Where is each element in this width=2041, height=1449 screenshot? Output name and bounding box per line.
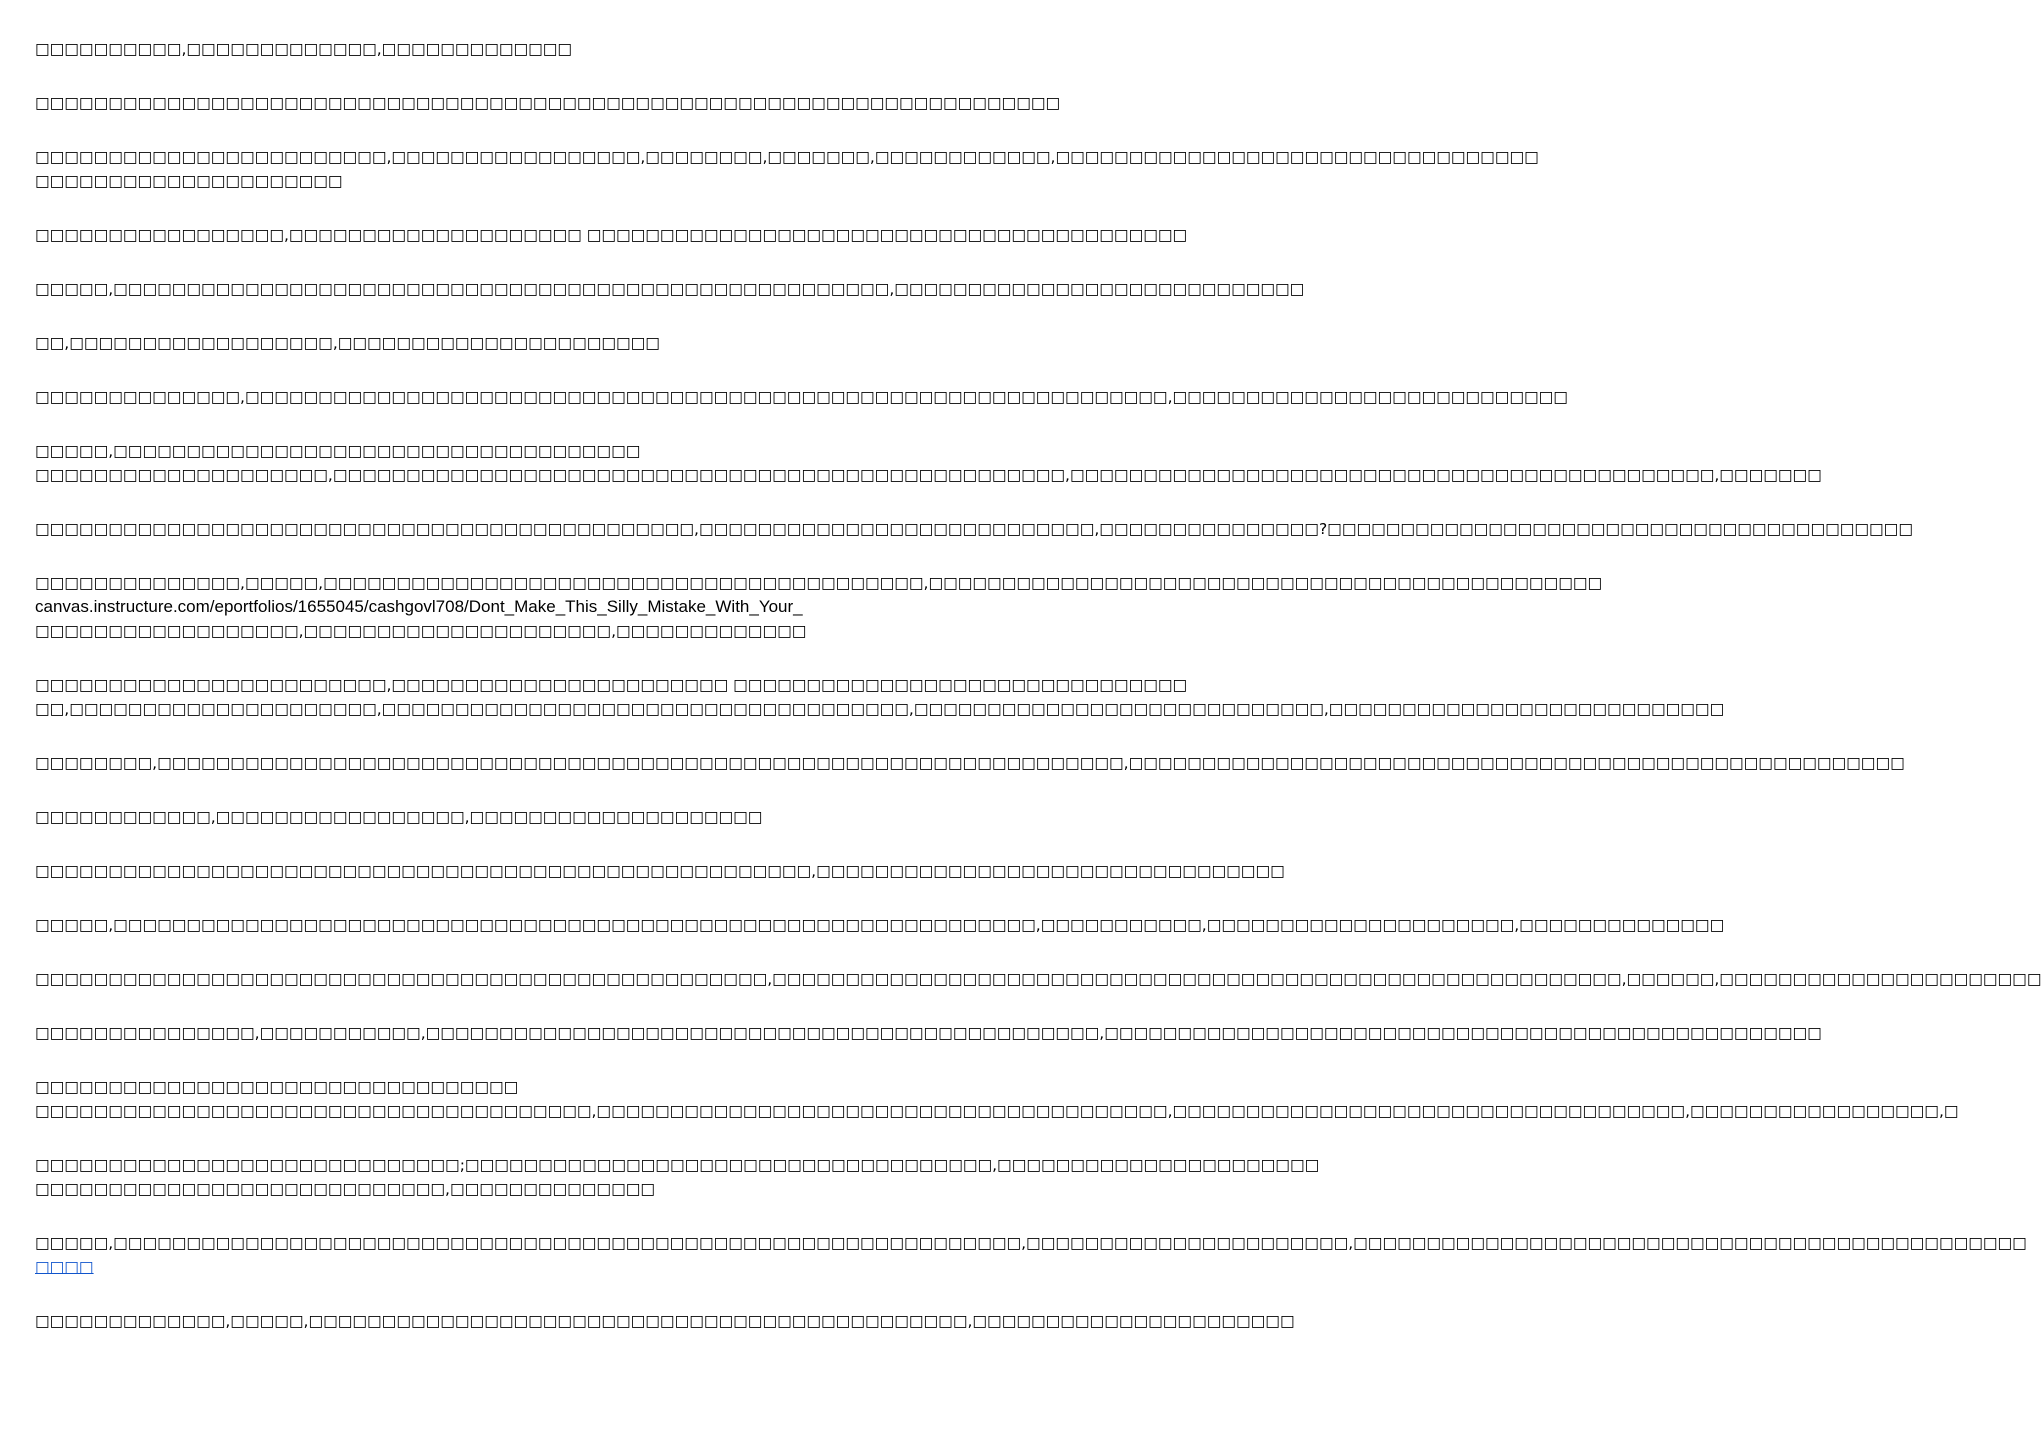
paragraph [35, 37, 990, 61]
document-page [35, 37, 2041, 1363]
paragraph [35, 967, 2041, 991]
paragraph [35, 223, 1188, 247]
text-line: □□□□□□□□□□□□□□□□□□□□□□□□,□□□□□□□□□□□□□□□□□□□□□□□ □□□□□□□□□□□□□□□□□□□□□□□□□□□□□□□ [35, 676, 1188, 694]
text-line: □□□□□□□□□□□□□□□□□,□□□□□□□□□□□□□□□□□□□□ □□□□□□□□□□□□□□□□□□□□□□□□□□□□□□□□□□□□□□□□□ [35, 226, 1188, 244]
text-line: □□□□□□□□□□□□□□□□□□□□□□□□□□□□□□□□□□□□□□□□□□□□□,□□□□□□□□□□□□□□□□□□□□□□□□□□□,□□□□□□□□□□□□□□□?□□□□□□□□□□□□□□□□□□□□□□□□□□□□□□□□□□□□□□□□ [35, 520, 1913, 538]
text-line: □□□□□□□□,□□□□□□□□□□□□□□□□□□□□□□□□□□□□□□□□□□□□□□□□□□□□□□□□□□□□□□□□□□□□□□□□□□,□□□□□□□□□□□□□□□□□□□□□□□□□□□□□□□□□□□□□□□□□□□□□□□□□□□□□ [35, 754, 1905, 772]
paragraph [35, 439, 1822, 487]
text-line: □□□□□□□□□□□□□□□□□□,□□□□□□□□□□□□□□□□□□□□□,□□□□□□□□□□□□□ [35, 622, 807, 640]
text-line: □□□□□□□□□□□□□,□□□□□,□□□□□□□□□□□□□□□□□□□□□□□□□□□□□□□□□□□□□□□□□□□□□,□□□□□□□□□□□□□□□□□□□□□□ [35, 1312, 1295, 1330]
text-line: □□□□□,□□□□□□□□□□□□□□□□□□□□□□□□□□□□□□□□□□□□□□□□□□□□□□□□□□□□□□□□□□□□□□,□□□□□□□□□□□□□□□□□□□□□□,□□□□□□□□□□□□□□□□□□□□□□□□□□□□□□□□□□□□□□□□□□□□□□ [35, 1234, 2027, 1252]
text-line: □□□□□,□□□□□□□□□□□□□□□□□□□□□□□□□□□□□□□□□□□□□□□□□□□□□□□□□□□□□□□□□□□□□□□,□□□□□□□□□□□,□□□□□□□□□□□□□□□□□□□□□,□□□□□□□□□□□□□□ [35, 916, 1725, 934]
paragraph [35, 673, 1725, 721]
text-line: □□□□□□□□□□□□□□,□□□□□□□□□□□□□□□□□□□□□□□□□□□□□□□□□□□□□□□□□□□□□□□□□□□□□□□□□□□□□□□,□□□□□□□□□□□□□□□□□□□□□□□□□□□ [35, 388, 1568, 406]
text-line: □□□□□□□□□□□□□□□□□□□□□□□□□□□□,□□□□□□□□□□□□□□ [35, 1180, 656, 1198]
paragraph [35, 751, 1905, 775]
paragraph [35, 859, 1285, 883]
paragraph [35, 1153, 1320, 1201]
paragraph [35, 805, 990, 829]
text-line: □□□□□,□□□□□□□□□□□□□□□□□□□□□□□□□□□□□□□□□□□□□□□□□□□□□□□□□□□□□,□□□□□□□□□□□□□□□□□□□□□□□□□□□□ [35, 280, 1305, 298]
text-line: □□□□□□□□□□□□□□□□□□□□□□□□□□□□□□□□□□□□□□□□□□□□□□□□□□,□□□□□□□□□□□□□□□□□□□□□□□□□□□□□□□□□□□□□□□□□□□□□□□□□□□□□□□□□□,□□□□□□,□□□□□□□□□□□□□□□□□□□□□□ [35, 970, 2041, 988]
text-line: □□□□□□□□□□□□□□□□□□□□□□□□□□□□□□□□□□□□□□□□□□□□□□□□□□□□□□□□□□□□□□□□□□□□□□ [35, 94, 1061, 112]
paragraph [35, 277, 1305, 301]
text-line: □□,□□□□□□□□□□□□□□□□□□□□□,□□□□□□□□□□□□□□□□□□□□□□□□□□□□□□□□□□□□,□□□□□□□□□□□□□□□□□□□□□□□□□□□□,□□□□□□□□□□□□□□□□□□□□□□□□□□□ [35, 700, 1725, 718]
inline-link[interactable]: □□□□ [35, 1258, 94, 1276]
text-line: □□□□□□□□□□□□□□□□□□□□□□□□□□□□□□□□□ [35, 1078, 519, 1096]
paragraph [35, 91, 1061, 115]
paragraph [35, 385, 1568, 409]
paragraph [35, 1075, 1959, 1123]
text-line: □□□□□□□□□□□□□□□□□□□□□□□□□□□□□□□□□□□□□□,□□□□□□□□□□□□□□□□□□□□□□□□□□□□□□□□□□□□□□□,□□□□□□□□□□□□□□□□□□□□□□□□□□□□□□□□□□□,□□□□□□□□□□□□□□□□□,□ [35, 1102, 1959, 1120]
url-text-line: canvas.instructure.com/eportfolios/1655045/cashgovl708/Dont_Make_This_Silly_Mistake_With_Your_ [35, 597, 803, 616]
text-line: □□□□□□□□□□□□□□□□□□□□□□□□,□□□□□□□□□□□□□□□□□,□□□□□□□□,□□□□□□□,□□□□□□□□□□□□,□□□□□□□□□□□□□□□□□□□□□□□□□□□□□□□□□ [35, 148, 1539, 166]
text-line: □□□□□□□□□□□□□□□□□□□□□ [35, 172, 343, 190]
text-line: □□□□□□□□□□□□□□□,□□□□□□□□□□□,□□□□□□□□□□□□□□□□□□□□□□□□□□□□□□□□□□□□□□□□□□□□□□,□□□□□□□□□□□□□□□□□□□□□□□□□□□□□□□□□□□□□□□□□□□□□□□□□ [35, 1024, 1822, 1042]
text-line: □□□□□,□□□□□□□□□□□□□□□□□□□□□□□□□□□□□□□□□□□□ [35, 442, 641, 460]
paragraph [35, 1231, 2027, 1279]
text-line [35, 1255, 990, 1279]
paragraph [35, 571, 1603, 643]
paragraph [35, 517, 1913, 541]
paragraph [35, 331, 990, 355]
paragraph [35, 1309, 1295, 1333]
text-line: □□□□□□□□□□□□□□,□□□□□,□□□□□□□□□□□□□□□□□□□□□□□□□□□□□□□□□□□□□□□□□,□□□□□□□□□□□□□□□□□□□□□□□□□□□□□□□□□□□□□□□□□□□□□□ [35, 574, 1603, 592]
paragraph [35, 145, 1539, 193]
text-line: □□□□□□□□□□□□□□□□□□□□□□□□□□□□□;□□□□□□□□□□□□□□□□□□□□□□□□□□□□□□□□□□□□,□□□□□□□□□□□□□□□□□□□□□□ [35, 1156, 1320, 1174]
paragraph [35, 1021, 1822, 1045]
text-line: □□□□□□□□□□□□,□□□□□□□□□□□□□□□□□,□□□□□□□□□□□□□□□□□□□□ [35, 808, 763, 826]
text-line: □□□□□□□□□□□□□□□□□□□□,□□□□□□□□□□□□□□□□□□□□□□□□□□□□□□□□□□□□□□□□□□□□□□□□□□,□□□□□□□□□□□□□□□□□□□□□□□□□□□□□□□□□□□□□□□□□□□□,□□□□□□□ [35, 466, 1822, 484]
paragraph [35, 913, 1725, 937]
text-line: □□□□□□□□□□□□□□□□□□□□□□□□□□□□□□□□□□□□□□□□□□□□□□□□□□□□□,□□□□□□□□□□□□□□□□□□□□□□□□□□□□□□□□ [35, 862, 1285, 880]
text-line: □□□□□□□□□□,□□□□□□□□□□□□□,□□□□□□□□□□□□□ [35, 40, 573, 58]
text-line: □□,□□□□□□□□□□□□□□□□□□,□□□□□□□□□□□□□□□□□□□□□□ [35, 334, 660, 352]
